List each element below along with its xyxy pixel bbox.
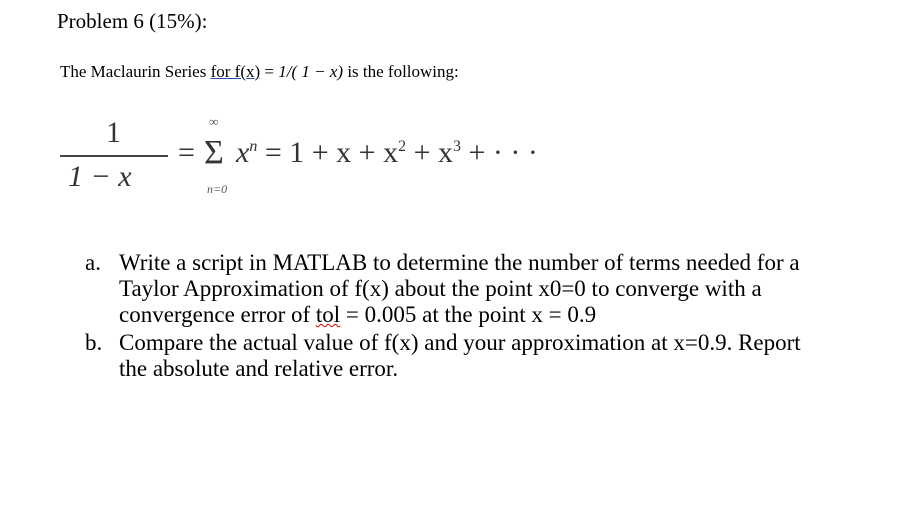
rhs-terms: = 1 + x + x — [264, 136, 399, 169]
item-a-line3-after: = 0.005 at the point x = 0.9 — [340, 302, 597, 327]
sigma-symbol: Σ — [204, 134, 224, 171]
item-a-line3 — [119, 302, 596, 328]
rhs-tail: + · · · — [461, 136, 538, 169]
item-b-marker: b. — [85, 330, 103, 355]
item-b-line1: Compare the actual value of f(x) and your approximation at x=0.9. Report — [119, 330, 801, 355]
intro-expression: 1/( 1 − x) — [278, 62, 344, 81]
item-a-line3-before: convergence error of — [119, 302, 316, 327]
fraction-denominator: 1 − x — [68, 160, 132, 193]
series-expansion — [236, 136, 538, 170]
problem-title: Problem 6 (15%): — [57, 9, 208, 33]
intro-text-before: The Maclaurin Series — [60, 62, 211, 81]
sum-upper-limit: ∞ — [209, 114, 219, 129]
spellcheck-word-tol[interactable]: tol — [315, 302, 341, 327]
item-a-line1: Write a script in MATLAB to determine the number of terms needed for a — [119, 250, 800, 275]
fraction-numerator: 1 — [106, 116, 121, 149]
exponent-2: 2 — [398, 138, 407, 155]
intro-text-after: is the following: — [343, 62, 459, 81]
intro-link[interactable]: for f(x) — [210, 62, 261, 81]
intro-equals: = — [260, 62, 279, 81]
fraction-bar — [60, 155, 168, 157]
sum-lower-limit: n=0 — [207, 182, 228, 196]
intro-sentence — [60, 62, 459, 82]
item-b-line2: the absolute and relative error. — [119, 356, 399, 381]
equals-sign: = — [178, 136, 195, 169]
sum-term-base: x — [236, 136, 250, 169]
item-a-line2: Taylor Approximation of f(x) about the point x0=0 to converge with a — [119, 276, 762, 301]
rhs-term-x3: + x — [406, 136, 454, 169]
item-a-marker: a. — [85, 250, 101, 275]
sum-term-exponent: n — [249, 138, 258, 155]
exponent-3: 3 — [453, 138, 462, 155]
